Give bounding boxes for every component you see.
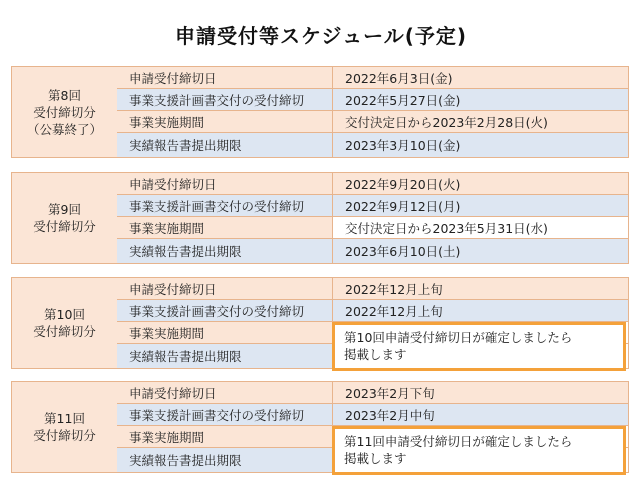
round-status: （公募終了） (26, 121, 102, 137)
row-value: 2023年6月10日(土) (333, 239, 628, 263)
round-label (12, 278, 118, 368)
schedule-row (117, 173, 628, 195)
page-title: 申請受付等スケジュール(予定) (174, 24, 468, 48)
notice-line: 第10回申請受付締切日が確定しましたら (344, 330, 573, 345)
round-number: 第10回 (44, 307, 85, 322)
round-caption: 受付締切分 (33, 219, 96, 234)
schedule-row (117, 404, 628, 426)
schedule-row (117, 89, 628, 111)
schedule-row (117, 67, 628, 89)
row-label: 事業支援計画書交付の受付締切 (117, 404, 333, 425)
round-label (12, 67, 118, 157)
schedule-block-round-8 (11, 66, 629, 158)
row-label: 申請受付締切日 (117, 67, 333, 88)
round-caption: 受付締切分 (33, 324, 96, 339)
row-value: 2023年3月10日(金) (333, 133, 628, 157)
row-value: 2022年12月上旬 (333, 278, 628, 299)
row-label: 実績報告書提出期限 (117, 239, 333, 263)
row-value: 2022年9月20日(火) (333, 173, 628, 194)
schedule-row (117, 382, 628, 404)
row-value: 2022年5月27日(金) (333, 89, 628, 110)
notice-line: 第11回申請受付締切日が確定しましたら (344, 434, 573, 449)
schedule-row (117, 278, 628, 300)
notice-line: 掲載します (344, 347, 407, 362)
row-value: 交付決定日から2023年5月31日(水) (333, 217, 628, 238)
row-label: 申請受付締切日 (117, 278, 333, 299)
row-label: 申請受付締切日 (117, 173, 333, 194)
row-label: 事業実施期間 (117, 322, 333, 343)
round-caption: 受付締切分 (33, 104, 96, 120)
row-label: 事業支援計画書交付の受付締切 (117, 300, 333, 321)
row-value: 2022年6月3日(金) (333, 67, 628, 88)
row-label: 事業実施期間 (117, 111, 333, 132)
row-value: 交付決定日から2023年2月28日(火) (333, 111, 628, 132)
round-number: 第9回 (48, 202, 81, 217)
row-value: 2022年12月上旬 (333, 300, 628, 321)
row-label: 事業実施期間 (117, 217, 333, 238)
schedule-row (117, 217, 628, 239)
round-label (12, 173, 118, 263)
row-label: 事業実施期間 (117, 426, 333, 447)
row-label: 実績報告書提出期限 (117, 344, 333, 368)
row-value: 2023年2月下旬 (333, 382, 628, 403)
row-label: 事業支援計画書交付の受付締切 (117, 89, 333, 110)
row-label: 事業支援計画書交付の受付締切 (117, 195, 333, 216)
schedule-row (117, 133, 628, 157)
round-number: 第8回 (48, 87, 81, 103)
pending-notice-round-11 (332, 426, 626, 475)
row-value: 2023年2月中旬 (333, 404, 628, 425)
round-number: 第11回 (44, 411, 85, 426)
row-value: 2022年9月12日(月) (333, 195, 628, 216)
schedule-row (117, 195, 628, 217)
pending-notice-round-10 (332, 322, 626, 371)
round-caption: 受付締切分 (33, 428, 96, 443)
row-label: 申請受付締切日 (117, 382, 333, 403)
row-label: 実績報告書提出期限 (117, 448, 333, 472)
schedule-block-round-9 (11, 172, 629, 264)
notice-line: 掲載します (344, 451, 407, 466)
schedule-row (117, 111, 628, 133)
round-label (12, 382, 118, 472)
schedule-row (117, 239, 628, 263)
schedule-row (117, 300, 628, 322)
row-label: 実績報告書提出期限 (117, 133, 333, 157)
